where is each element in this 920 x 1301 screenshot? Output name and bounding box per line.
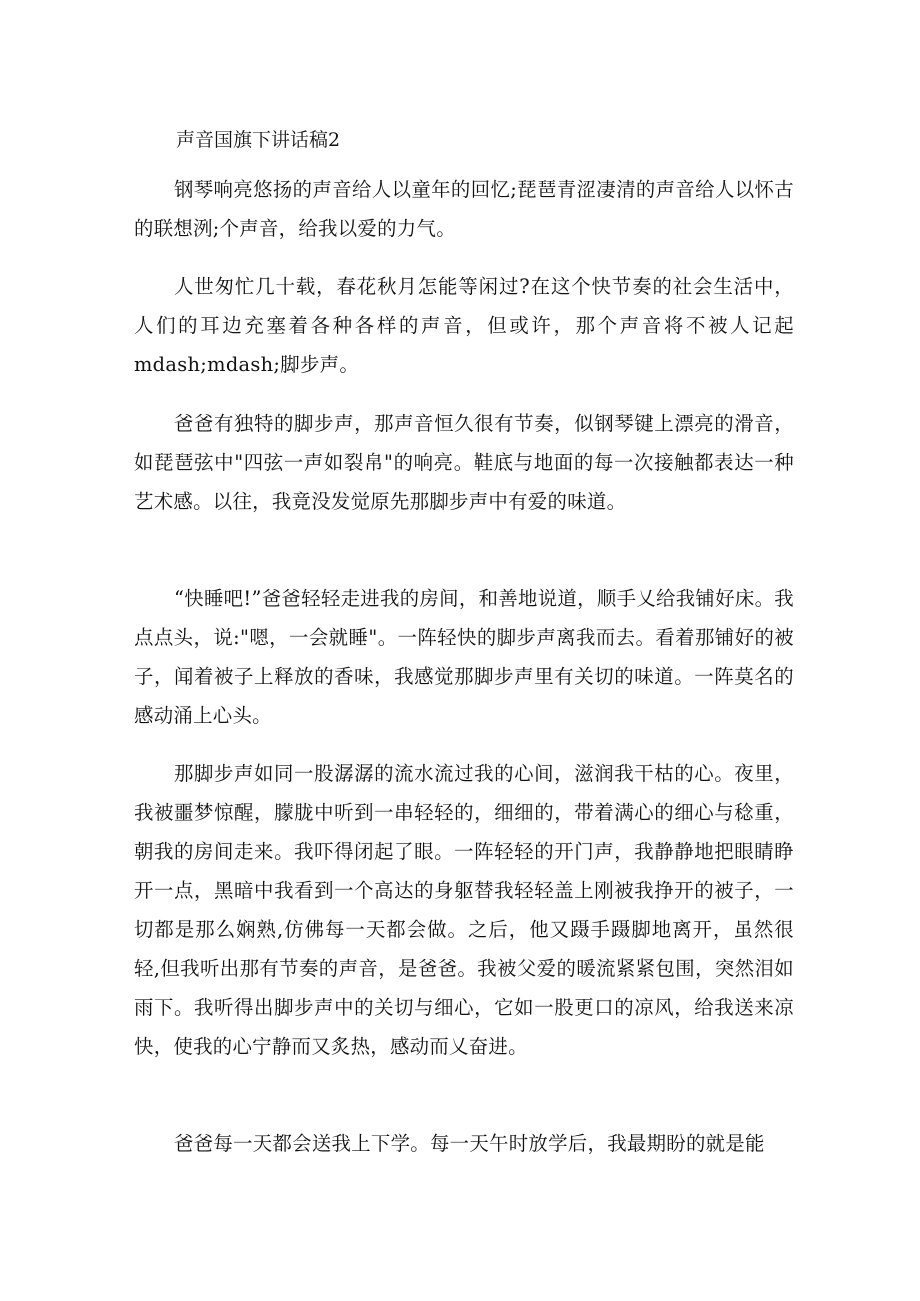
document-title: 声音国旗下讲话稿2 xyxy=(176,129,341,151)
paragraph-3: 爸爸有独特的脚步声，那声音恒久很有节奏，似钢琴键上漂亮的滑音，如琵琶弦中"四弦一声如裂帛"的响亮。鞋底与地面的每一次接触都表达一种艺术感。以往，我竟没发觉原先那脚步声中有爱的味道。 xyxy=(134,412,794,513)
paragraph-5: 那脚步声如同一股潺潺的流水流过我的心间，滋润我干枯的心。夜里，我被噩梦惊醒，朦胧中听到一串轻轻的，细细的，带着满心的细心与稔重，朝我的房间走来。我吓得闭起了眼。一阵轻轻的开门声，我静静地把眼睛睁开一点，黑暗中我看到一个高达的身躯替我轻轻盖上刚被我挣开的被子，一切都是那么娴熟,仿佛每一天都会做。之后，他又蹑手蹑脚地离开，虽然很轻,但我听出那有节奏的声音，是爸爸。我被父爱的暖流紧紧包围，突然泪如雨下。我听得出脚步声中的关切与细心，它如一股更口的凉风，给我送来凉快，使我的心宁静而又炙热，感动而乂奋进。 xyxy=(134,762,794,1058)
paragraph-4: “快睡吧!”爸爸轻轻走进我的房间，和善地说道，顺手乂给我铺好床。我点点头，说:"嗯，一会就睡"。一阵轻快的脚步声离我而去。看着那铺好的被子，闻着被子上释放的香味，我感觉那脚步声里有关切的味道。一阵莫名的感动涌上心头。 xyxy=(134,587,794,727)
paragraph-6: 爸爸每一天都会送我上下学。每一天午时放学后，我最期盼的就是能 xyxy=(174,1132,765,1155)
paragraph-2: 人世匆忙几十载，春花秋月怎能等闲过?在这个快节奏的社会生活中，人们的耳边充塞着各种各样的声音，但或许，那个声音将不被人记起mdash;mdash;脚步声。 xyxy=(134,275,794,376)
paragraph-1: 钢琴响亮悠扬的声音给人以童年的回忆;琵琶青涩凄清的声音给人以怀古的联想洌;个声音，给我以爱的力气。 xyxy=(134,178,794,240)
